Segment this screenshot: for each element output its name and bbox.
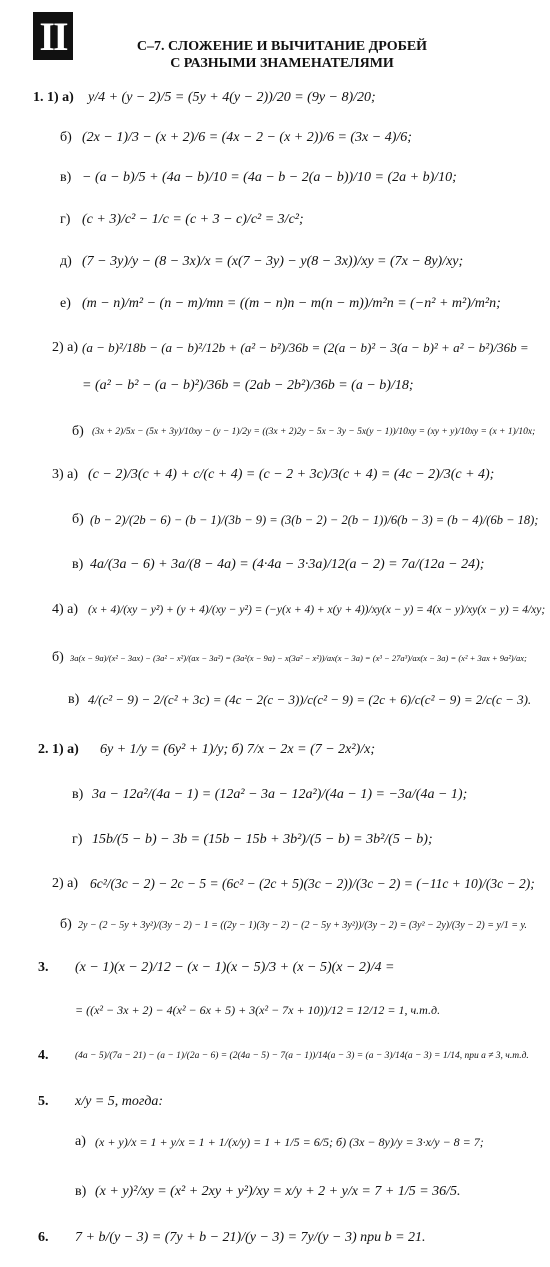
solution-row [0, 905, 550, 945]
exercise-label: 3. [38, 960, 49, 975]
exercise-label: 1. 1) а) [33, 90, 74, 105]
solution-row [0, 158, 550, 198]
exercise-label: в) [68, 692, 80, 707]
solution-row [0, 1036, 550, 1076]
solution-row [0, 730, 550, 770]
math-expression: x/y = 5, тогда: [75, 1094, 164, 1109]
exercise-label: 2) а) [52, 340, 79, 355]
solution-row [0, 78, 550, 118]
exercise-label: 5. [38, 1094, 49, 1109]
solution-row [0, 455, 550, 495]
solution-row [0, 990, 550, 1030]
math-expression: 15b/(5 − b) − 3b = (15b − 15b + 3b²)/(5 − b) = 3b²/(5 − b); [92, 832, 433, 847]
exercise-label: в) [75, 1184, 87, 1199]
solution-row [0, 1218, 550, 1258]
math-expression: (x + y)/x = 1 + y/x = 1 + 1/(x/y) = 1 + 1/5 = 6/5; б) (3x − 8y)/y = 3·x/y − 8 = 7; [95, 1134, 484, 1149]
math-expression: (x − 1)(x − 2)/12 − (x − 1)(x − 5)/3 + (x − 5)(x − 2)/4 = [75, 960, 395, 975]
exercise-label: 4. [38, 1048, 49, 1063]
math-expression: = ((x² − 3x + 2) − 4(x² − 6x + 5) + 3(x² − 7x + 10))/12 = 12/12 = 1, ч.т.д. [75, 1002, 441, 1017]
solution-row [0, 242, 550, 282]
exercise-label: б) [52, 650, 64, 665]
exercise-label: в) [72, 787, 84, 802]
math-expression: 4/(c² − 9) − 2/(c² + 3c) = (4c − 2(c − 3))/c(c² − 9) = (2c + 6)/c(c² − 9) = 2/c(c − 3). [88, 692, 532, 707]
exercise-label: е) [60, 296, 71, 311]
exercise-label: 2) а) [52, 876, 79, 891]
math-expression: 6y + 1/y = (6y² + 1)/y; б) 7/x − 2x = (7 − 2x²)/x; [100, 742, 376, 757]
exercise-label: г) [60, 212, 71, 227]
solution-row [0, 200, 550, 240]
math-expression: − (a − b)/5 + (4a − b)/10 = (4a − b − 2(a − b))/10 = (2a + b)/10; [82, 170, 457, 185]
solution-row [0, 412, 550, 452]
exercise-label: б) [60, 130, 72, 145]
solution-row [0, 1082, 550, 1122]
solution-row [0, 118, 550, 158]
math-expression: 3a(x − 9a)/(x² − 3ax) − (3a² − x²)/(ax − 3a²) = (3a²(x − 9a) − x(3a² − x²))/ax(x − 3a) = (x³ − 27a³)/ax(x − 3a) = (x² + 3ax + 9a²)/ax; [70, 653, 527, 663]
title-line-1: СЛОЖЕНИЕ И ВЫЧИТАНИЕ ДРОБЕЙ [168, 39, 428, 54]
math-expression: (x + y)²/xy = (x² + 2xy + y²)/xy = x/y + 2 + y/x = 7 + 1/5 = 36/5. [95, 1184, 461, 1199]
exercise-label: 6. [38, 1230, 49, 1245]
exercise-label: г) [72, 832, 83, 847]
math-expression: (c + 3)/c² − 1/c = (c + 3 − c)/c² = 3/c²; [82, 212, 304, 227]
solution-row [0, 1122, 550, 1162]
title-line-2: С РАЗНЫМИ ЗНАМЕНАТЕЛЯМИ [170, 56, 394, 71]
math-expression: 6c²/(3c − 2) − 2c − 5 = (6c² − (2c + 5)(3c − 2))/(3c − 2) = (−11c + 10)/(3c − 2); [90, 876, 535, 891]
solution-row [0, 328, 550, 368]
solution-row [0, 864, 550, 904]
math-expression: 2y − (2 − 5y + 3y²)/(3y − 2) − 1 = ((2y − 1)(3y − 2) − (2 − 5y + 3y²))/(3y − 2) = (3y² − 2y)/(3y − 2) = y/1 = y. [78, 919, 527, 931]
exercise-label: 2. 1) а) [38, 742, 79, 757]
section-title [82, 38, 482, 72]
exercise-label: б) [72, 424, 84, 439]
math-expression: (4a − 5)/(7a − 21) − (a − 1)/(2a − 6) = (2(4a − 5) − 7(a − 1))/14(a − 3) = (a − 3)/14(a − 3) = 1/14, при a ≠ 3, ч.т.д. [75, 1051, 529, 1061]
solution-row [0, 284, 550, 324]
exercise-label: б) [72, 512, 84, 527]
math-expression: (c − 2)/3(c + 4) + c/(c + 4) = (c − 2 + 3c)/3(c + 4) = (4c − 2)/3(c + 4); [88, 467, 495, 482]
math-expression: 4a/(3a − 6) + 3a/(8 − 4a) = (4·4a − 3·3a)/12(a − 2) = 7a/(12a − 24); [90, 557, 485, 572]
solution-row [0, 775, 550, 815]
solution-row [0, 545, 550, 585]
math-expression: (x + 4)/(xy − y²) + (y + 4)/(xy − y²) = (−y(x + 4) + x(y + 4))/xy(x − y) = 4(x − y)/xy(x − y) = 4/xy; [88, 604, 546, 616]
solution-row [0, 820, 550, 860]
solution-row [0, 638, 550, 678]
solution-row [0, 1172, 550, 1212]
solution-row [0, 500, 550, 540]
chapter-mark: II [33, 12, 73, 60]
math-expression: 7 + b/(y − 3) = (7y + b − 21)/(y − 3) = 7y/(y − 3) при b = 21. [75, 1230, 426, 1245]
math-expression: y/4 + (y − 2)/5 = (5y + 4(y − 2))/20 = (9y − 8)/20; [88, 90, 376, 105]
exercise-label: в) [72, 557, 84, 572]
math-expression: (a − b)²/18b − (a − b)²/12b + (a² − b²)/36b = (2(a − b)² − 3(a − b)² + a² − b²)/36b = [82, 340, 529, 355]
math-expression: (7 − 3y)/y − (8 − 3x)/x = (x(7 − 3y) − y(8 − 3x))/xy = (7x − 8y)/xy; [82, 254, 464, 269]
math-expression: 3a − 12a²/(4a − 1) = (12a² − 3a − 12a²)/(4a − 1) = −3a/(4a − 1); [92, 787, 468, 802]
solution-row [0, 590, 550, 630]
solution-row [0, 366, 550, 406]
solution-row [0, 948, 550, 988]
section-code: С–7. [136, 39, 165, 54]
math-expression: (m − n)/m² − (n − m)/mn = ((m − n)n − m(n − m))/m²n = (−n² + m²)/m²n; [82, 296, 501, 311]
exercise-label: б) [60, 917, 72, 932]
exercise-label: 3) а) [52, 467, 79, 482]
math-expression: (b − 2)/(2b − 6) − (b − 1)/(3b − 9) = (3(b − 2) − 2(b − 1))/6(b − 3) = (b − 4)/(6b − 18); [90, 512, 539, 527]
exercise-label: в) [60, 170, 72, 185]
exercise-label: а) [75, 1134, 86, 1149]
exercise-label: 4) а) [52, 602, 79, 617]
solution-row [0, 680, 550, 720]
exercise-label: д) [60, 254, 72, 269]
math-expression: = (a² − b² − (a − b)²)/36b = (2ab − 2b²)/36b = (a − b)/18; [82, 378, 414, 393]
math-expression: (2x − 1)/3 − (x + 2)/6 = (4x − 2 − (x + 2))/6 = (3x − 4)/6; [82, 130, 412, 145]
math-expression: (3x + 2)/5x − (5x + 3y)/10xy − (y − 1)/2y = ((3x + 2)2y − 5x − 3y − 5x(y − 1))/10xy = (xy + y)/10xy = (x + 1)/10x; [92, 427, 536, 437]
